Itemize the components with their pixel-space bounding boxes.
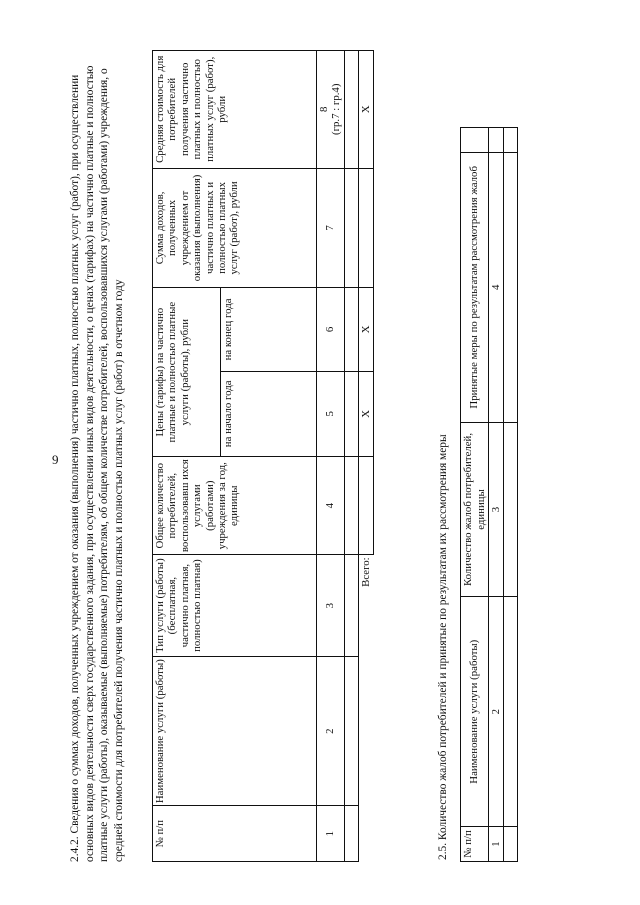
colnum-8 [317,51,345,169]
row1-type [344,555,358,657]
section-2-5-heading: 2.5. Количество жалоб потребителей и принятые по результатам их рассмотрения меры [437,434,449,860]
total-x-end: Х [358,288,373,371]
complaints-row1-measures [504,153,518,423]
colnum-4: 4 [317,457,345,555]
row1-avg [344,51,358,169]
colnum-6: 6 [317,288,345,371]
total-income [358,168,373,288]
row1-end [344,288,358,371]
header-consumer-count: Общее количество потребителей, воспользовавш ихся услугами (работами) учреждения за год, единицы [153,457,317,555]
colnum-3: 3 [317,555,345,657]
header-prices: Цены (тарифы) на частично платные и полностью платные услуги (работы), рубли [153,288,221,457]
header-average-cost: Средняя стоимость для потребителей получения частично платных и полностью платных услуг (работ), рубли [153,51,317,169]
colnum-7: 7 [317,168,345,288]
income-prices-table [152,50,374,862]
page-number: 9 [52,452,59,467]
complaints-header-extra [461,128,489,153]
header-price-end: на конец года [221,288,317,371]
table-total-row [358,51,373,862]
header-service-name: Наименование услуги (работы) [153,656,317,806]
complaints-row1-count [504,422,518,597]
row1-name [344,656,358,806]
total-count [358,457,373,555]
complaints-colnum-2: 2 [489,597,504,827]
row1-start [344,371,358,456]
colnum-5: 5 [317,371,345,456]
complaints-header-measures: Принятые меры по результатам рассмотрения жалоб [461,153,489,423]
row1-income [344,168,358,288]
complaints-row1-extra [504,128,518,153]
complaints-header-num: № п/п [461,827,489,862]
complaints-colnum-extra [489,128,504,153]
complaints-row1-name [504,597,518,827]
complaints-header-count: Количество жалоб потребителей, единицы [461,422,489,597]
total-x-start: Х [358,371,373,456]
complaints-row1-num [504,827,518,862]
complaints-colnum-3: 3 [489,422,504,597]
section-2-4-2-heading: 2.4.2. Сведения о суммах доходов, полученных учреждением от оказания (выполнения) частично платных, полностью платных услуг (работ), при осуществлении основных видов деятельности сверх государственного задания, при осуществлении иных видов деятельности, о ценах (тарифах) на частично платные и полностью платные услуги (работы), оказываемые (выполняемые) потребителям, об общем количестве потребителей, воспользовавшихся услугами (работами) учреждения, о средней стоимости для потребителей получения частично платных и полностью платных услуг (работ) в отчетном году [69,65,125,862]
header-service-type: Тип услуги (работы) (бесплатная, частично платная, полностью платная) [153,555,317,657]
colnum-8-number: 8 [318,106,330,112]
complaints-table [460,127,518,862]
header-price-start: на начало года [221,371,317,456]
column-number-row [317,51,345,862]
row1-num [344,806,358,862]
colnum-2: 2 [317,656,345,806]
table-row [344,51,358,862]
row1-count [344,457,358,555]
table-row [504,128,518,862]
colnum-1: 1 [317,806,345,862]
header-income-sum: Сумма доходов, полученных учреждением от оказания (выполнения) частично платных и полностью платных услуг (работ), рубли [153,168,317,288]
total-label: Всего: [358,555,373,862]
complaints-colnum-4: 4 [489,153,504,423]
total-x-avg: Х [358,51,373,169]
complaints-colnum-1: 1 [489,827,504,862]
complaints-colnum-row [489,128,504,862]
complaints-header-name: Наименование услуги (работы) [461,597,489,827]
header-num: № п/п [153,806,317,862]
colnum-8-formula: (гр.7 : гр.4) [330,83,343,136]
rotated-document-content [60,32,620,872]
